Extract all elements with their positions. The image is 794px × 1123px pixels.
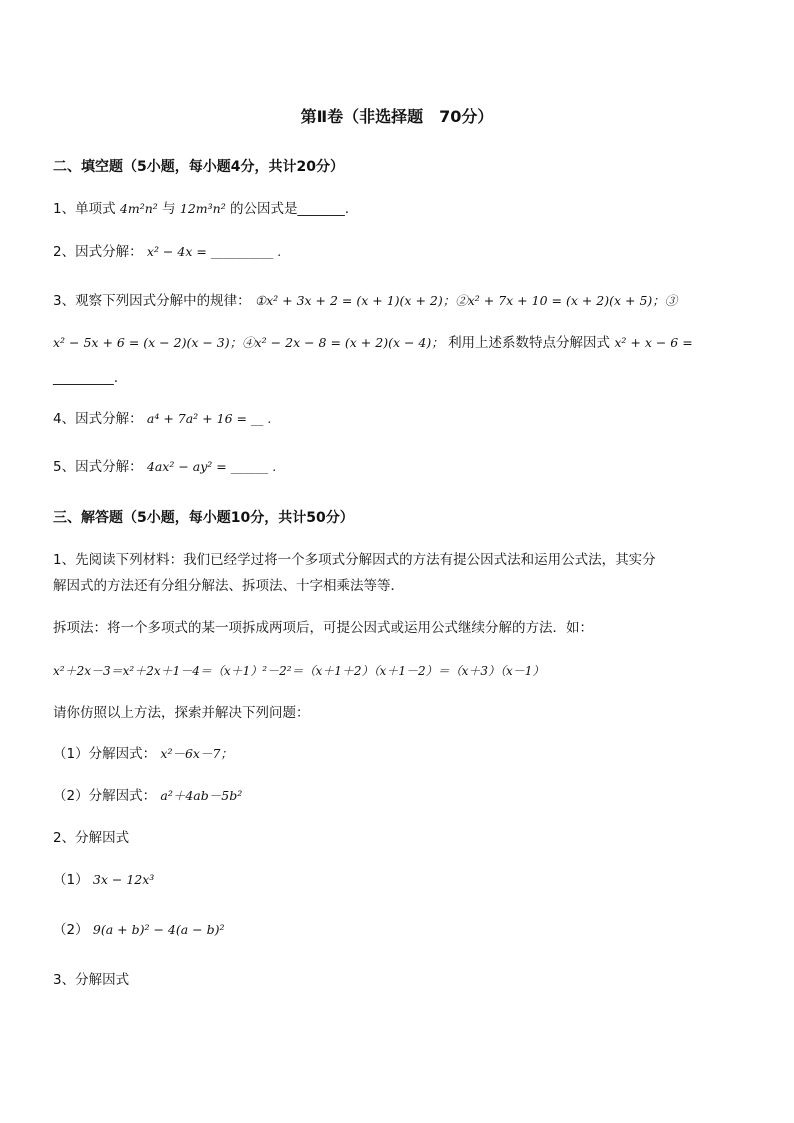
problem-3-2-header: 2、分解因式 xyxy=(53,830,130,846)
problem-3-2-sub-2: （2） 9(a + b)² − 4(a − b)² xyxy=(53,922,225,938)
question-2-3-line-2: x² − 5x + 6 = (x − 2)(x − 3)；④x² − 2x − 8 = (x + 2)(x − 4)； 利用上述系数特点分解因式 x² + x − 6 = xyxy=(53,335,693,351)
question-2-1: 1、单项式 4m²n² 与 12m³n² 的公因式是_______. xyxy=(53,201,350,217)
problem-3-1-line-1: 1、先阅读下列材料：我们已经学过将一个多项式分解因式的方法有提公因式法和运用公式法，其实分 xyxy=(53,552,656,568)
question-2-2: 2、因式分解： x² − 4x = __________ . xyxy=(53,244,282,260)
problem-3-2-sub-1: （1） 3x − 12x³ xyxy=(53,872,155,888)
question-2-4: 4、因式分解： a⁴ + 7a² + 16 = __ . xyxy=(53,411,272,427)
page-title: 第Ⅱ卷（非选择题 70分） xyxy=(300,107,494,126)
problem-3-1-line-5: 请你仿照以上方法，探索并解决下列问题： xyxy=(53,705,310,721)
problem-3-1-sub-2: （2）分解因式： a²＋4ab－5b² xyxy=(53,788,243,804)
problem-3-1-line-2: 解因式的方法还有分组分解法、拆项法、十字相乘法等等． xyxy=(53,578,404,594)
problem-3-1-example: x²＋2x－3＝x²＋2x＋1－4＝（x＋1）²－2²＝（x＋1＋2）（x＋1－2）＝（x＋3）（x－1） xyxy=(53,664,545,678)
section-2-header: 二、填空题（5小题，每小题4分，共计20分） xyxy=(53,159,344,175)
question-2-3-answer-blank: _________. xyxy=(53,370,119,386)
section-3-header: 三、解答题（5小题，每小题10分，共计50分） xyxy=(53,510,354,526)
problem-3-1-sub-1: （1）分解因式： x²－6x－7； xyxy=(53,746,233,762)
problem-3-3-header: 3、分解因式 xyxy=(53,972,130,988)
question-2-3-line-1: 3、观察下列因式分解中的规律： ①x² + 3x + 2 = (x + 1)(x + 2)；②x² + 7x + 10 = (x + 2)(x + 5)；③ xyxy=(53,293,678,309)
problem-3-1-line-3: 拆项法：将一个多项式的某一项拆成两项后，可提公因式或运用公式继续分解的方法．如： xyxy=(53,620,593,636)
question-2-5: 5、因式分解： 4ax² − ay² = ______ . xyxy=(53,459,277,475)
